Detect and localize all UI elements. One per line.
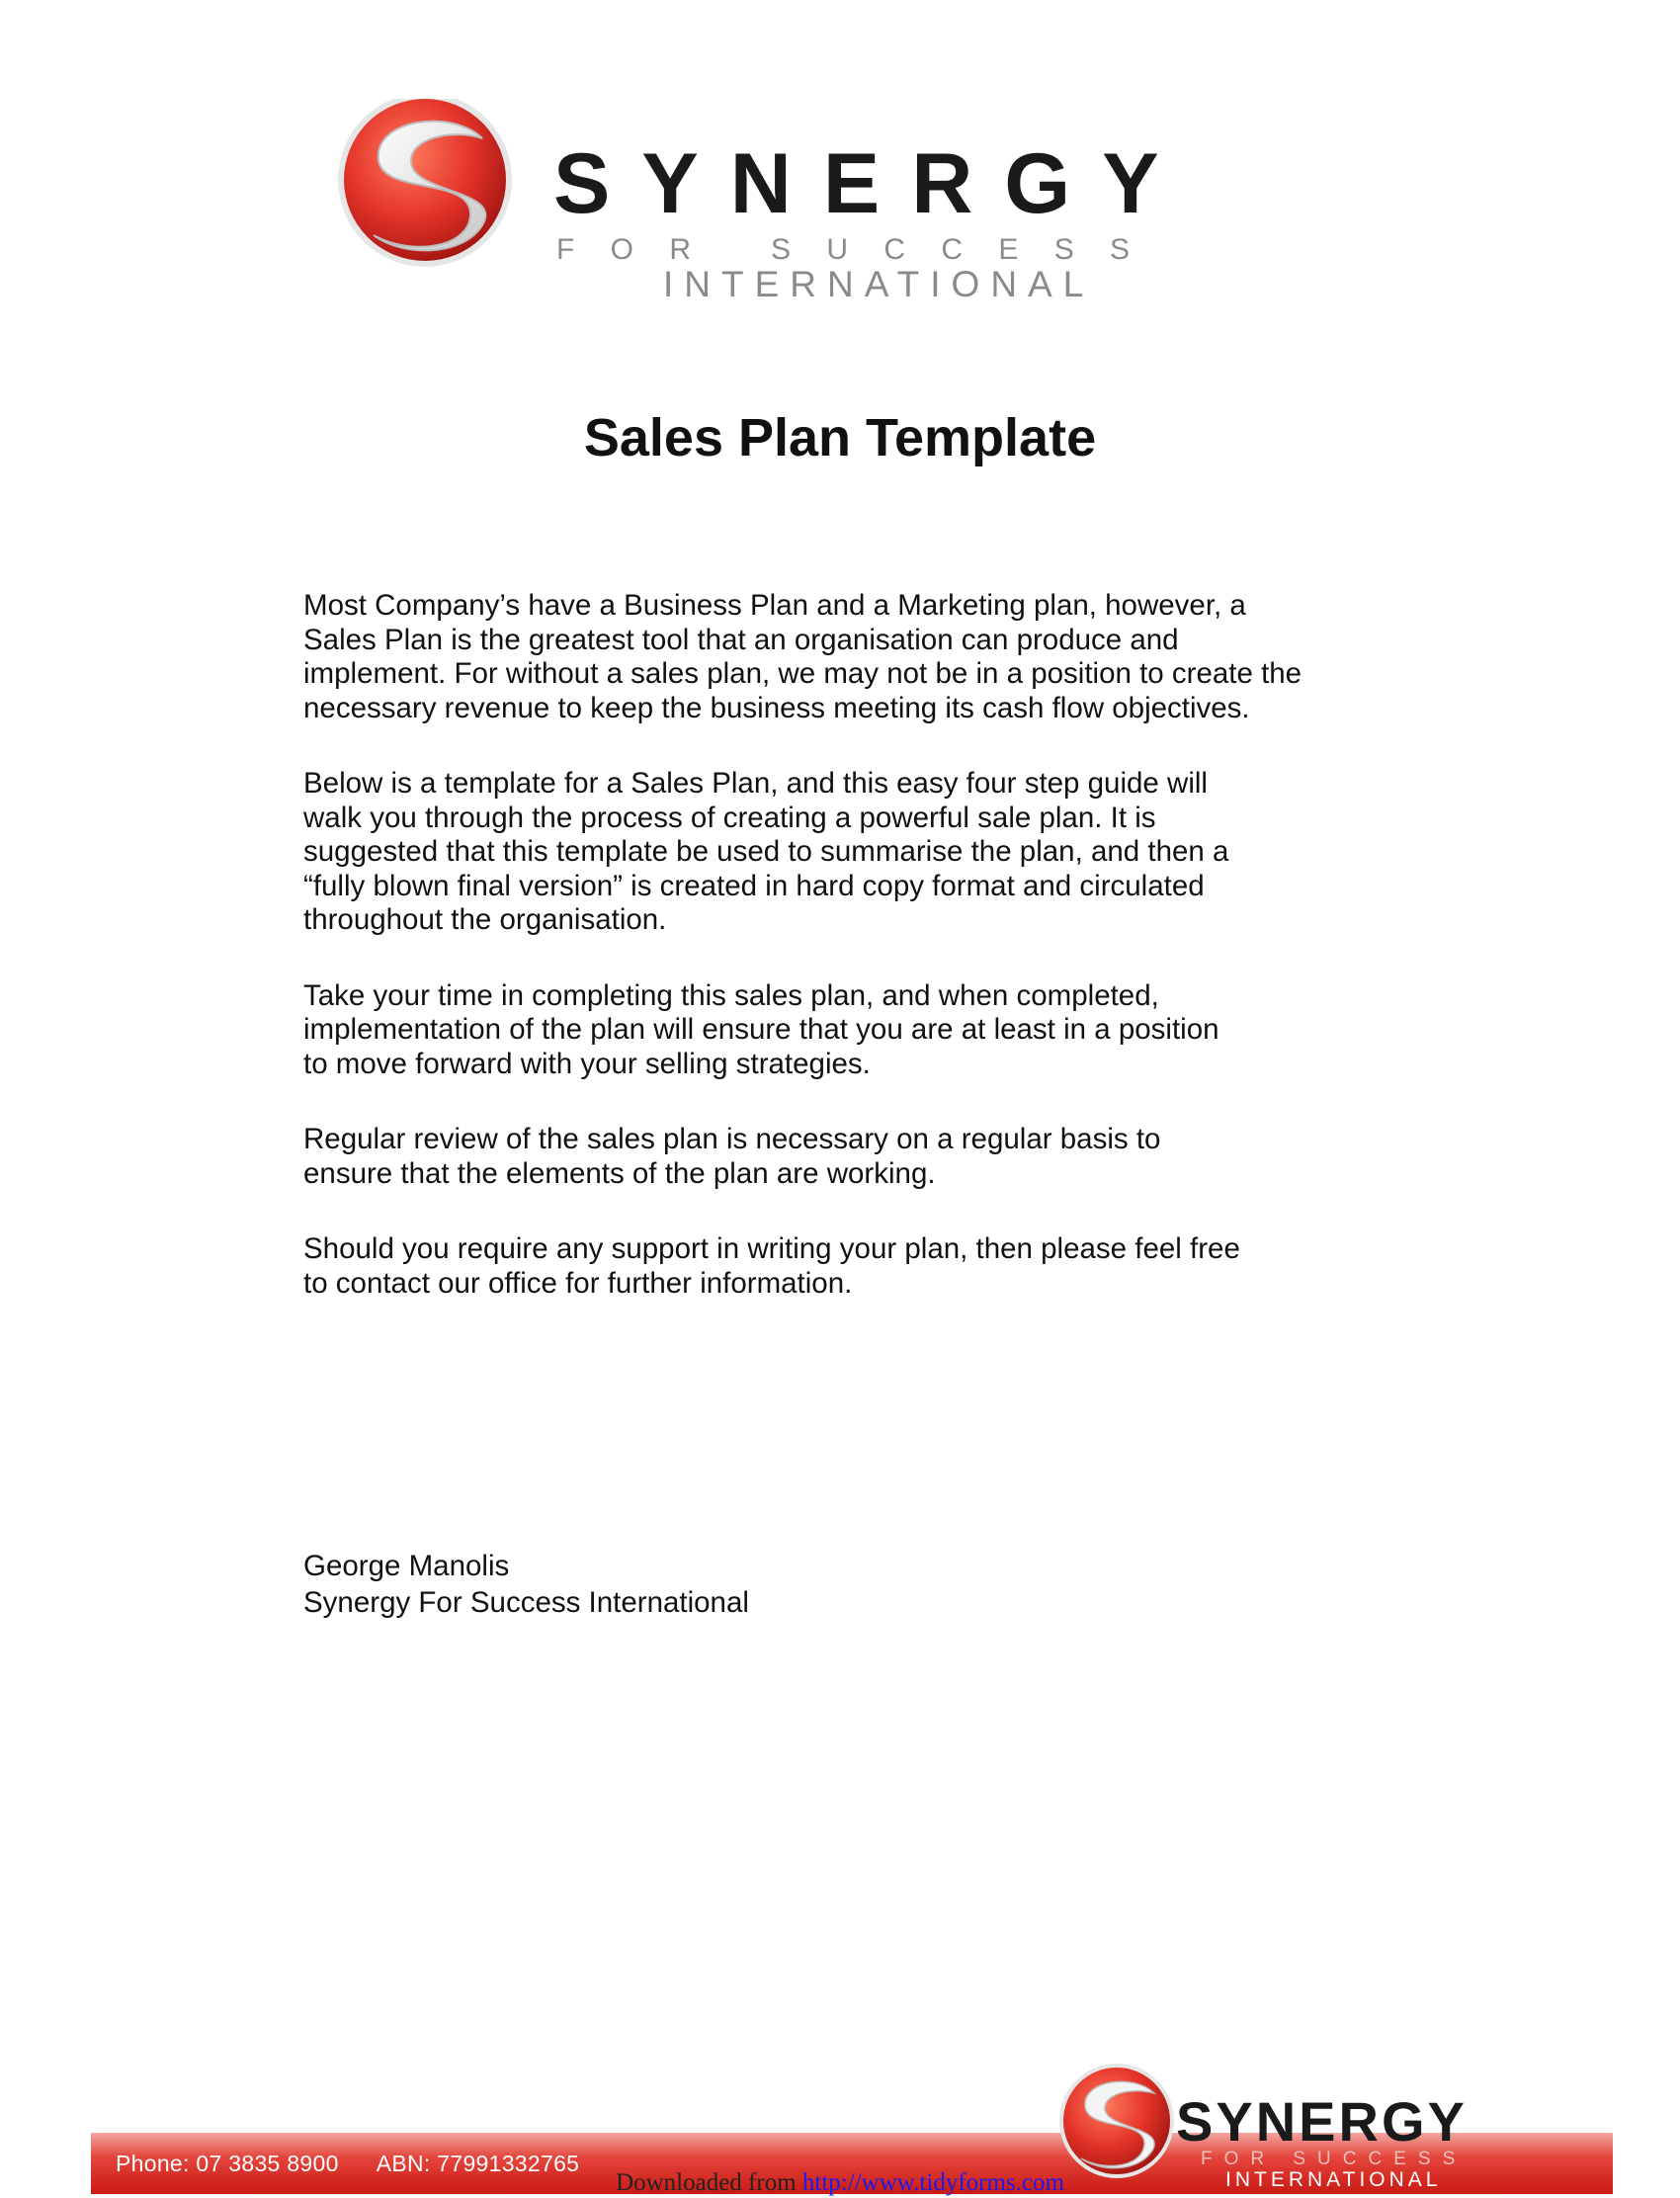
download-link[interactable]: http://www.tidyforms.com (801, 2169, 1064, 2196)
company-logo (334, 99, 1273, 316)
document-body (303, 589, 1381, 1342)
footer-sphere-icon (1059, 2064, 1174, 2178)
logo-line3: INTERNATIONAL (663, 264, 1095, 304)
company-logo-graphic (334, 99, 1273, 316)
signature-company: Synergy For Success International (303, 1586, 749, 1619)
signature-name: George Manolis (303, 1550, 510, 1582)
download-prefix: Downloaded from (616, 2169, 802, 2196)
footer-logo-line2: FOR SUCCESS (1201, 2149, 1468, 2169)
footer-logo-line3: INTERNATIONAL (1225, 2168, 1442, 2191)
paragraph-review: Regular review of the sales plan is necessary on a regular basis to ensure that the elements of the plan are working. (303, 1123, 1161, 1190)
signature-block (303, 1548, 749, 1621)
download-note (0, 2169, 1680, 2197)
paragraph-intro: Most Company’s have a Business Plan and a Marketing plan, however, a Sales Plan is the greatest tool that an organisation can produce and implement. For without a sales plan, we may not be in a position to create the necessary revenue to keep the business meeting its cash flow objectives. (303, 589, 1302, 724)
paragraph-support: Should you require any support in writing your plan, then please feel free to contact our office for further information. (303, 1232, 1240, 1300)
paragraph-take-time: Take your time in completing this sales plan, and when completed, implementation of the plan will ensure that you are at least in a position to move forward with your selling strategies. (303, 978, 1219, 1080)
paragraph-template-guide: Below is a template for a Sales Plan, and this easy four step guide will walk you through the process of creating a powerful sale plan. It is suggested that this template be used to summarise the plan, and then a “fully blown final version” is created in hard copy format and circulated throughout the organisation. (303, 767, 1229, 936)
page-title: Sales Plan Template (583, 408, 1097, 467)
logo-line2: F O R S U C C E S S (556, 233, 1144, 266)
footer-abn: ABN: 77991332765 (376, 2151, 580, 2176)
footer-logo-word: SYNERGY (1176, 2090, 1468, 2153)
footer-phone: Phone: 07 3835 8900 (116, 2151, 339, 2176)
logo-sphere-icon (338, 99, 512, 267)
logo-word: SYNERGY (553, 136, 1191, 231)
